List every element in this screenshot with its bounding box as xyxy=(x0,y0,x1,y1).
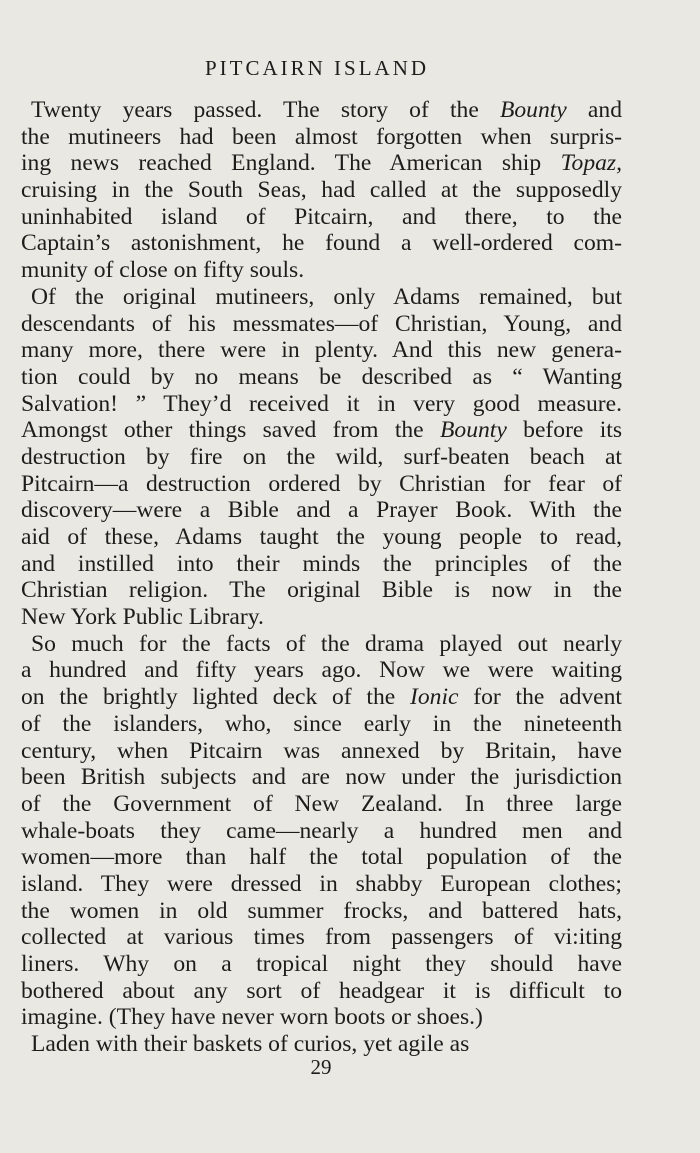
line-segment: Captain’s astonishment, he found a well-ordered com- xyxy=(21,230,622,257)
line-segment: So much for the facts of the drama played out nearly xyxy=(31,630,622,657)
text-line xyxy=(21,871,622,898)
text-line xyxy=(21,1004,622,1031)
text-line xyxy=(21,177,622,204)
paragraph xyxy=(21,631,622,1031)
line-segment: before its xyxy=(506,417,623,444)
text-line xyxy=(21,204,622,231)
text-line xyxy=(21,764,622,791)
line-segment: aid of these, Adams taught the young people to read, xyxy=(21,524,622,550)
text-line xyxy=(21,684,622,711)
text-line xyxy=(21,1031,622,1058)
line-segment: cruising in the South Seas, had called at the supposedly xyxy=(21,177,622,204)
line-segment: liners. Why on a tropical night they should have xyxy=(21,951,622,977)
text-line xyxy=(21,738,622,765)
paragraph xyxy=(21,284,622,631)
line-segment: for the advent xyxy=(458,684,622,711)
text-line xyxy=(21,417,622,444)
line-segment: women—more than half the total population of the xyxy=(21,844,622,871)
italic-title: Bounty xyxy=(439,417,507,444)
text-line xyxy=(21,311,622,338)
text-line xyxy=(21,284,622,311)
body-text xyxy=(21,97,622,1058)
line-segment: a hundred and fifty years ago. Now we were waiting xyxy=(21,657,622,684)
text-line xyxy=(21,124,622,151)
text-line xyxy=(21,711,622,738)
line-segment: and instilled into their minds the principles of the xyxy=(21,550,622,577)
line-segment: of the islanders, who, since early in the nineteenth xyxy=(21,710,622,737)
text-line xyxy=(21,257,622,284)
line-segment: Laden with their baskets of curios, yet agile as xyxy=(31,1031,470,1058)
page-number: 29 xyxy=(310,1055,332,1079)
italic-title: Ionic xyxy=(410,684,459,711)
running-head: PITCAIRN ISLAND xyxy=(204,56,430,80)
text-line xyxy=(21,844,622,871)
line-segment: collected at various times from passengers of vi:iting xyxy=(21,924,622,951)
text-line xyxy=(21,951,622,978)
text-line xyxy=(21,524,622,551)
line-segment: and xyxy=(566,97,622,123)
text-line xyxy=(21,230,622,257)
text-line xyxy=(21,924,622,951)
line-segment: the women in old summer frocks, and battered hats, xyxy=(21,897,622,924)
italic-title: Bounty xyxy=(499,97,567,123)
italic-title: Topaz, xyxy=(560,150,622,177)
line-segment: discovery—were a Bible and a Prayer Book. With the xyxy=(21,497,622,524)
text-line xyxy=(21,818,622,845)
line-segment: descendants of his messmates—of Christian, Young, and xyxy=(21,310,622,337)
line-segment: whale-boats they came—nearly a hundred men and xyxy=(21,817,622,844)
text-line xyxy=(21,150,622,177)
text-line xyxy=(21,391,622,418)
line-segment: island. They were dressed in shabby European clothes; xyxy=(21,870,622,897)
text-line xyxy=(21,577,622,604)
line-segment: ing news reached England. The American ship xyxy=(21,150,561,177)
line-segment: many more, there were in plenty. And this new genera- xyxy=(21,337,622,364)
text-line xyxy=(21,604,622,631)
line-segment: Christian religion. The original Bible is now in the xyxy=(21,577,622,604)
text-line xyxy=(21,898,622,925)
text-line xyxy=(21,978,622,1005)
line-segment: tion could by no means be described as “ Wanting xyxy=(21,363,622,390)
line-segment: of the Government of New Zealand. In three large xyxy=(21,790,622,817)
line-segment: munity of close on fifty souls. xyxy=(21,257,305,284)
line-segment: on the brightly lighted deck of the xyxy=(21,684,410,711)
text-line xyxy=(21,97,622,124)
text-line xyxy=(21,471,622,498)
text-line xyxy=(21,657,622,684)
text-line xyxy=(21,791,622,818)
line-segment: imagine. (They have never worn boots or shoes.) xyxy=(21,1004,483,1031)
line-segment: Amongst other things saved from the xyxy=(21,417,440,444)
text-line xyxy=(21,337,622,364)
text-line xyxy=(21,497,622,524)
paragraph xyxy=(21,1031,622,1058)
line-segment: New York Public Library. xyxy=(21,604,264,631)
line-segment: bothered about any sort of headgear it is difficult to xyxy=(21,977,622,1004)
line-segment: Of the original mutineers, only Adams remained, but xyxy=(31,283,622,310)
line-segment: Salvation! ” They’d received it in very good measure. xyxy=(21,390,622,417)
line-segment: uninhabited island of Pitcairn, and there, to the xyxy=(21,203,622,230)
text-line xyxy=(21,444,622,471)
text-line xyxy=(21,631,622,658)
paragraph xyxy=(21,97,622,284)
line-segment: destruction by fire on the wild, surf-beaten beach at xyxy=(21,443,622,470)
line-segment: Pitcairn—a destruction ordered by Christian for fear of xyxy=(21,470,622,497)
line-segment: been British subjects and are now under the jurisdiction xyxy=(21,764,622,791)
line-segment: century, when Pitcairn was annexed by Britain, have xyxy=(21,737,622,764)
text-line xyxy=(21,551,622,578)
line-segment: Twenty years passed. The story of the xyxy=(31,97,500,123)
line-segment: the mutineers had been almost forgotten when surpris- xyxy=(21,123,622,150)
text-line xyxy=(21,364,622,391)
